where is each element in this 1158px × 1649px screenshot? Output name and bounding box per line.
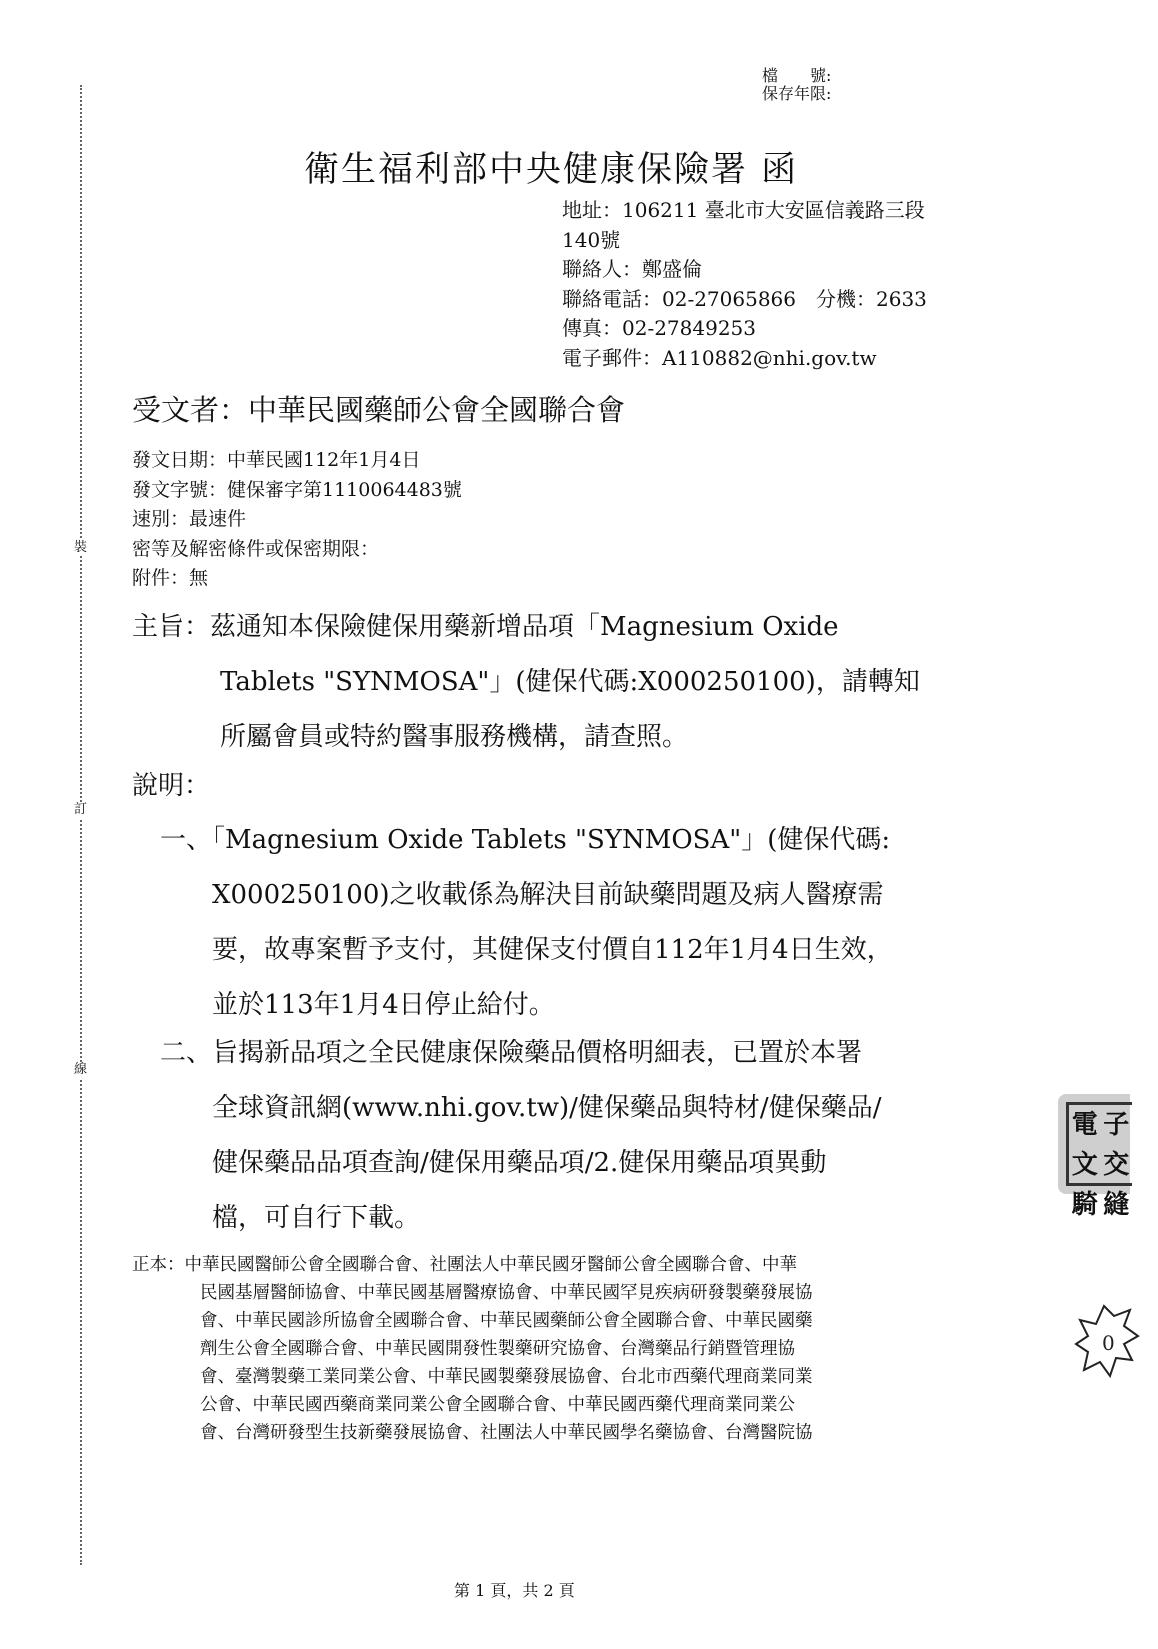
secrecy: 密等及解密條件或保密期限： [132,537,380,560]
subject-block [132,600,920,765]
sender-address: 地址：106211 臺北市大安區信義路三段 [562,198,925,222]
item2-line-1: 二、旨揭新品項之全民健康保險藥品價格明細表，已置於本署 [160,1038,863,1068]
issue-number: 發文字號：健保審字第1110064483號 [132,478,462,501]
sender-phone: 聯絡電話：02-27065866 分機：2633 [562,286,927,311]
binding-mark-zhuang: 裝 [74,540,88,555]
sender-contact: 聯絡人：鄭盛倫 [562,257,702,281]
electronic-document-seal [1058,1094,1130,1220]
explanation-item-2 [160,1026,881,1246]
sender-info [562,196,927,373]
file-number-label: 檔 號: [762,66,832,85]
seal-char-2: 子 [1103,1110,1130,1140]
seal-char-4: 交 [1103,1150,1130,1180]
binding-line [80,85,82,1565]
retention-period-label: 保存年限: [762,84,832,103]
seal-char-1: 電 [1071,1110,1098,1140]
seal-char-3: 文 [1071,1150,1098,1180]
cc-line-4: 劑生公會全國聯合會、中華民國開發性製藥研究協會、台灣藥品行銷暨管理協 [200,1339,795,1359]
item1-line-2: X000250100)之收載係為解決目前缺藥問題及病人醫療需 [212,880,884,910]
recipient: 受文者：中華民國藥師公會全國聯合會 [132,393,626,427]
issue-info [132,446,462,594]
item2-line-2: 全球資訊網(www.nhi.gov.tw)/健保藥品與特材/健保藥品/ [212,1093,882,1123]
seal-char-6: 縫 [1103,1190,1130,1220]
binding-mark-xian: 線 [74,1062,88,1077]
cc-line-3: 會、中華民國診所協會全國聯合會、中華民國藥師公會全國聯合會、中華民國藥 [200,1311,813,1331]
sender-email: 電子郵件：A110882@nhi.gov.tw [562,345,877,370]
seal-char-5: 騎 [1071,1190,1098,1220]
subject-line-1: 主旨：茲通知本保險健保用藥新增品項「Magnesium Oxide [132,612,839,642]
issue-date: 發文日期：中華民國112年1月4日 [132,449,421,471]
cc-line-6: 公會、中華民國西藥商業同業公會全國聯合會、中華民國西藥代理商業同業公 [200,1395,795,1415]
cc-line-1: 正本：中華民國醫師公會全國聯合會、社團法人中華民國牙醫師公會全國聯合會、中華 [132,1255,797,1275]
explanation-item-1 [160,813,893,1033]
binding-mark-ding: 訂 [74,802,88,817]
sender-fax: 傳真：02-27849253 [562,316,757,340]
document-title: 衛生福利部中央健康保險署 函 [304,150,799,190]
explanation-heading: 說明： [132,771,211,801]
cc-line-7: 會、台灣研發型生技新藥發展協會、社團法人中華民國學名藥協會、台灣醫院協 [200,1423,813,1443]
item1-line-3: 要，故專案暫予支付，其健保支付價自112年1月4日生效， [212,935,893,965]
seal-frame [1066,1102,1132,1220]
urgency: 速別：最速件 [132,508,247,530]
attachment: 附件：無 [132,567,209,589]
cc-line-5: 會、臺灣製藥工業同業公會、中華民國製藥發展協會、台北市西藥代理商業同業 [200,1367,813,1387]
cc-list [132,1251,813,1447]
seal-stamp-icon [1074,1302,1140,1388]
sender-address-cont: 140號 [562,227,621,252]
cc-line-2: 民國基層醫師協會、中華民國基層醫療協會、中華民國罕見疾病研發製藥發展協 [200,1283,813,1303]
seal-stamp-char: 0 [1102,1331,1115,1355]
page-footer: 第 1 頁，共 2 頁 [454,1581,575,1600]
item2-line-4: 檔，可自行下載。 [212,1203,421,1233]
item1-line-1: 一、「Magnesium Oxide Tablets "SYNMOSA"」(健保代碼: [160,825,891,855]
item2-line-3: 健保藥品品項查詢/健保用藥品項/2.健保用藥品項異動 [212,1148,827,1178]
item1-line-4: 並於113年1月4日停止給付。 [212,990,555,1020]
subject-line-3: 所屬會員或特約醫事服務機構，請查照。 [220,722,689,752]
subject-line-2: Tablets "SYNMOSA"」(健保代碼:X000250100)，請轉知 [220,667,920,697]
